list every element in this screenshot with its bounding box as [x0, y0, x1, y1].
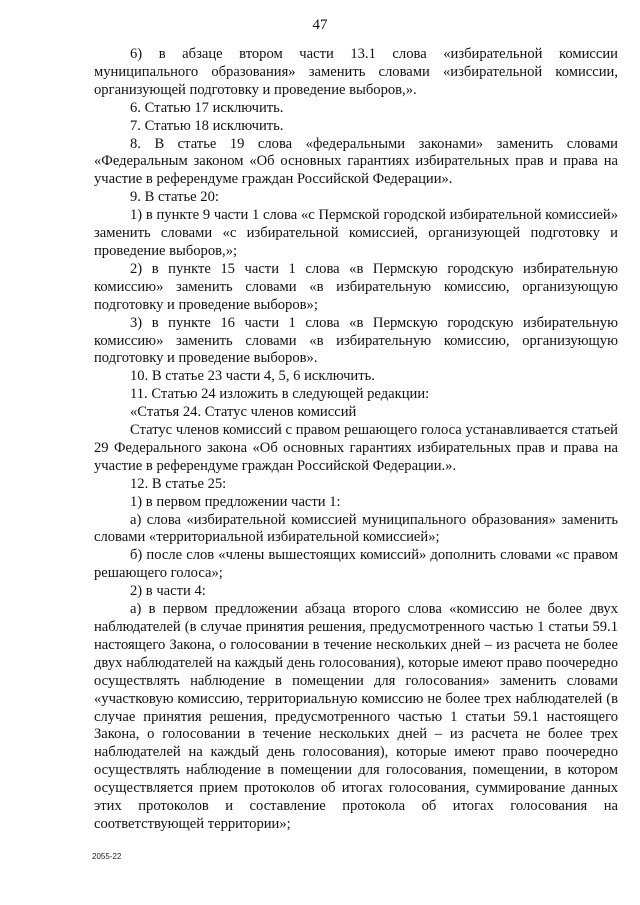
paragraph-item-6: 6. Статью 17 исключить.	[130, 99, 284, 116]
paragraph-item-12-1-b: б) после слов «члены вышестоящих комиссий» дополнить словами «с правом решающего голоса»;	[94, 547, 618, 582]
article-24-text: Статус членов комиссий с правом решающего голоса устанавливается статьей 29 Федерального закона «Об основных гарантиях избирательных прав и права на участие в референдуме граждан Российской Федерации.».	[94, 422, 618, 474]
article-24-heading: «Статья 24. Статус членов комиссий	[130, 404, 357, 421]
paragraph-item-9-3: 3) в пункте 16 части 1 слова «в Пермскую городскую избирательную комиссию» заменить словами «в избирательную комиссию, организующую подготовку и проведение выборов».	[94, 314, 618, 367]
paragraph-item-12-2-a: а) в первом предложении абзаца второго слова «комиссию не более двух наблюдателей (в случае принятия решения, предусмотренного частью 1 статьи 59.1 настоящего Закона, о голосовании в течение нескольких дней – из расчета не более двух наблюдателей на каждый день голосования), которые имеют право поочередно осуществлять наблюдение в помещении для голосования» заменить словами «участковую комиссию, территориальную комиссию не более трех наблюдателей (в случае принятия решения, предусмотренного частью 1 статьи 59.1 настоящего Закона, о голосовании в течение нескольких дней – из расчета не более трех наблюдателей на каждый день голосования), которые имеют право поочередно осуществлять наблюдение в помещении для голосования, помещении, в котором осуществляется прием протоколов об итогах голосования, суммирование данных этих протоколов и составление протокола об итогах голосования на соответствующей территории»;	[94, 601, 618, 832]
paragraph-item-10: 10. В статье 23 части 4, 5, 6 исключить.	[130, 368, 375, 385]
paragraph-item-9-2: 2) в пункте 15 части 1 слова «в Пермскую городскую избирательную комиссию» заменить словами «в избирательную комиссию, организующую подготовку и проведение выборов»;	[94, 260, 618, 313]
page-number: 47	[312, 17, 328, 33]
paragraph-item-12-2: 2) в части 4:	[130, 583, 206, 600]
paragraph-6-abzac: 6) в абзаце втором части 13.1 слова «избирательной комиссии муниципального образования» заменить словами «избирательной комиссии, организующей подготовку и проведение выборов,».	[94, 46, 618, 98]
paragraph-item-9: 9. В статье 20:	[130, 189, 219, 206]
paragraph-item-12-1: 1) в первом предложении части 1:	[130, 493, 341, 510]
paragraph-item-11: 11. Статью 24 изложить в следующей редакции:	[130, 386, 430, 403]
paragraph-item-12-1-a: а) слова «избирательной комиссией муниципального образования» заменить словами «территориальной избирательной комиссией»;	[94, 511, 618, 546]
paragraph-item-7: 7. Статью 18 исключить.	[130, 117, 284, 134]
paragraph-item-8: 8. В статье 19 слова «федеральными законами» заменить словами «Федеральным законом «Об основных гарантиях избирательных прав и права на участие в референдуме граждан Российской Федерации».	[94, 135, 618, 188]
document-body	[94, 46, 618, 834]
paragraph-item-12: 12. В статье 25:	[130, 475, 227, 492]
document-code: 2055-22	[92, 852, 122, 861]
paragraph-item-9-1: 1) в пункте 9 части 1 слова «с Пермской городской избирательной комиссией» заменить словами «с избирательной комиссией, организующей подготовку и проведение выборов,»;	[94, 207, 618, 259]
